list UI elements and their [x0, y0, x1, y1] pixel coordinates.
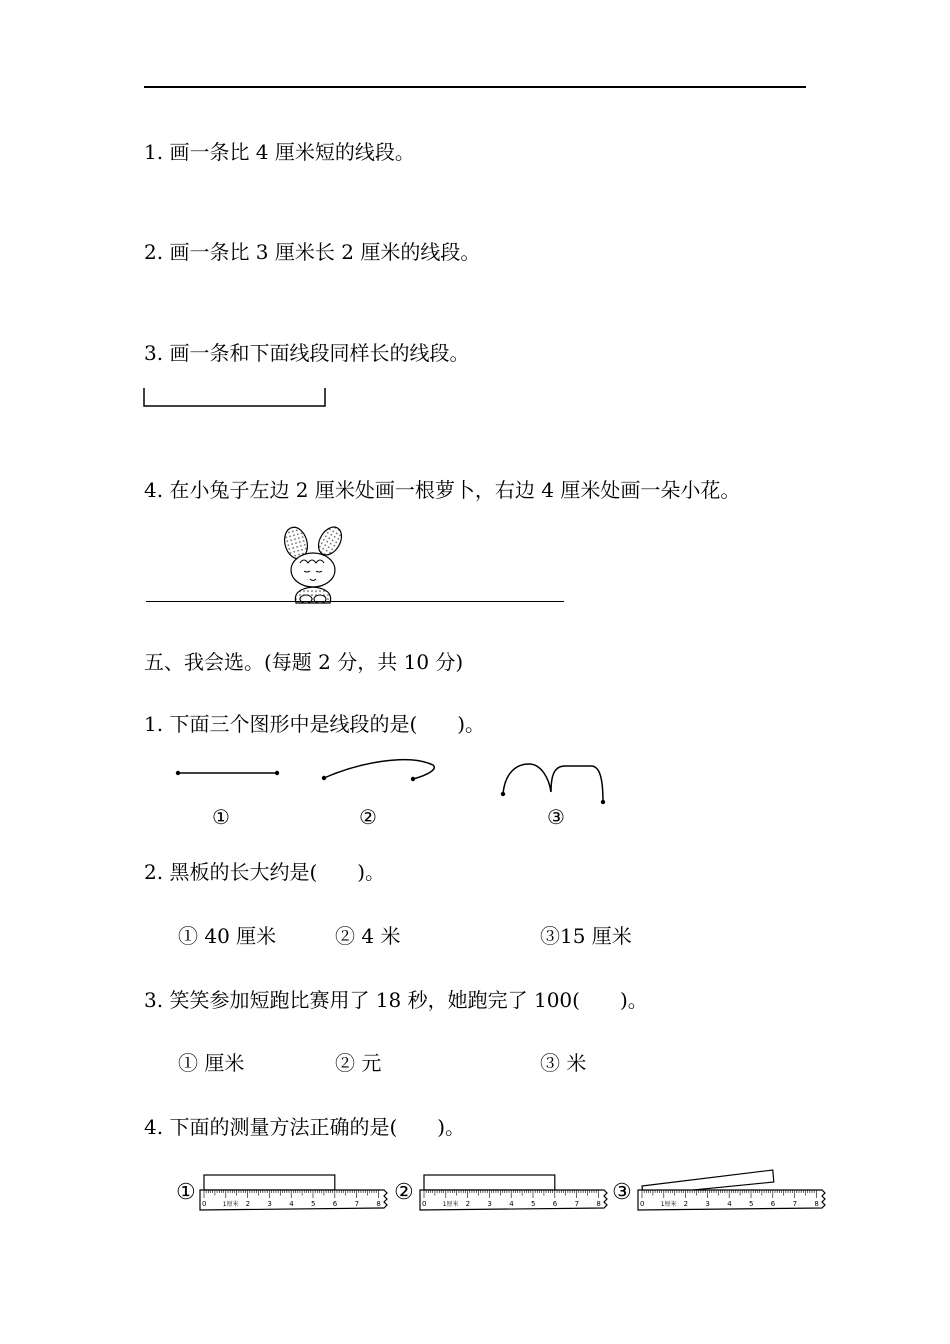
- ruler-tick-label: 8: [596, 1200, 601, 1208]
- choice-question-3: [144, 988, 648, 1012]
- ruler-tick-label: 8: [376, 1200, 381, 1208]
- ruler-tick-label: 2: [245, 1200, 251, 1208]
- ruler-tick-label: 4: [289, 1200, 294, 1208]
- ruler-tick-label: 2: [465, 1200, 471, 1208]
- question-text: 黑板的长大约是( )。: [169, 860, 386, 884]
- option-3[interactable]: ③ 米: [540, 1051, 587, 1075]
- figure-curve: [318, 755, 443, 787]
- ruler-tick-label: 5: [531, 1200, 536, 1208]
- choice-question-2: [144, 860, 385, 884]
- rabbit-illustration: [270, 525, 360, 607]
- reference-segment: [140, 386, 330, 410]
- ruler-tick-label: 8: [814, 1200, 819, 1208]
- ruler-tick-label: 5: [311, 1200, 316, 1208]
- ruler-tick-label: 2: [683, 1200, 689, 1208]
- draw-question-4: [144, 478, 740, 502]
- question-number: 1.: [144, 140, 164, 164]
- ruler-tick-label: 6: [552, 1200, 558, 1208]
- ruler-tick-label: 0: [202, 1200, 207, 1208]
- ruler-diagram-2: [420, 1172, 612, 1212]
- option-1[interactable]: ①: [176, 1180, 196, 1205]
- ruler-tick-label: 7: [354, 1200, 360, 1208]
- ruler-tick-label: 1厘米: [660, 1201, 677, 1208]
- question-number: 3.: [144, 988, 164, 1012]
- ruler-tick-label: 3: [267, 1200, 272, 1208]
- figure-segment: [170, 760, 285, 790]
- question-number: 4.: [144, 478, 164, 502]
- ruler-tick-label: 4: [727, 1200, 732, 1208]
- option-2[interactable]: ② 元: [335, 1051, 382, 1075]
- question-number: 2.: [144, 240, 164, 264]
- question-number: 1.: [144, 712, 164, 736]
- ruler-tick-label: 0: [640, 1200, 645, 1208]
- option-2[interactable]: ②: [394, 1180, 414, 1205]
- ruler-tick-label: 5: [749, 1200, 754, 1208]
- question-number: 4.: [144, 1115, 164, 1139]
- ruler-tick-label: 4: [509, 1200, 514, 1208]
- question-text: 在小兔子左边 2 厘米处画一根萝卜，右边 4 厘米处画一朵小花。: [169, 478, 741, 502]
- question-text: 画一条比 4 厘米短的线段。: [169, 140, 415, 164]
- question-text: 画一条和下面线段同样长的线段。: [169, 341, 470, 365]
- choice-question-1: [144, 712, 485, 736]
- measured-strip: [424, 1175, 555, 1190]
- figure-arches: [495, 758, 610, 808]
- ruler-diagram-1: [200, 1172, 392, 1212]
- ruler-diagram-3: [638, 1160, 830, 1212]
- ruler-tick-label: 3: [487, 1200, 492, 1208]
- draw-question-3: [144, 341, 469, 365]
- measured-strip: [204, 1175, 335, 1190]
- question-text: 下面三个图形中是线段的是( )。: [169, 712, 486, 736]
- draw-question-2: [144, 240, 480, 264]
- ruler-tick-label: 7: [792, 1200, 798, 1208]
- top-rule: [144, 86, 806, 88]
- option-2[interactable]: ② 4 米: [335, 924, 401, 948]
- option-1[interactable]: ① 40 厘米: [178, 924, 277, 948]
- option-3[interactable]: ③15 厘米: [540, 924, 632, 948]
- ruler-tick-label: 7: [574, 1200, 580, 1208]
- draw-question-1: [144, 140, 415, 164]
- question-number: 3.: [144, 341, 164, 365]
- option-3[interactable]: ③: [612, 1180, 632, 1205]
- ruler-tick-label: 6: [332, 1200, 338, 1208]
- option-2[interactable]: ②: [359, 805, 377, 829]
- option-1[interactable]: ① 厘米: [178, 1051, 245, 1075]
- question-text: 笑笑参加短跑比赛用了 18 秒，她跑完了 100( )。: [169, 988, 648, 1012]
- ground-line: [146, 601, 564, 602]
- ruler-tick-label: 1厘米: [222, 1201, 239, 1208]
- option-3[interactable]: ③: [547, 805, 565, 829]
- question-number: 2.: [144, 860, 164, 884]
- choice-question-4: [144, 1115, 465, 1139]
- question-text: 下面的测量方法正确的是( )。: [169, 1115, 466, 1139]
- ruler-tick-label: 6: [770, 1200, 776, 1208]
- ruler-tick-label: 3: [705, 1200, 710, 1208]
- option-1[interactable]: ①: [212, 805, 230, 829]
- ruler-tick-label: 0: [422, 1200, 427, 1208]
- section-title: 五、我会选。(每题 2 分，共 10 分): [144, 650, 464, 674]
- ruler-tick-label: 1厘米: [442, 1201, 459, 1208]
- question-text: 画一条比 3 厘米长 2 厘米的线段。: [169, 240, 481, 264]
